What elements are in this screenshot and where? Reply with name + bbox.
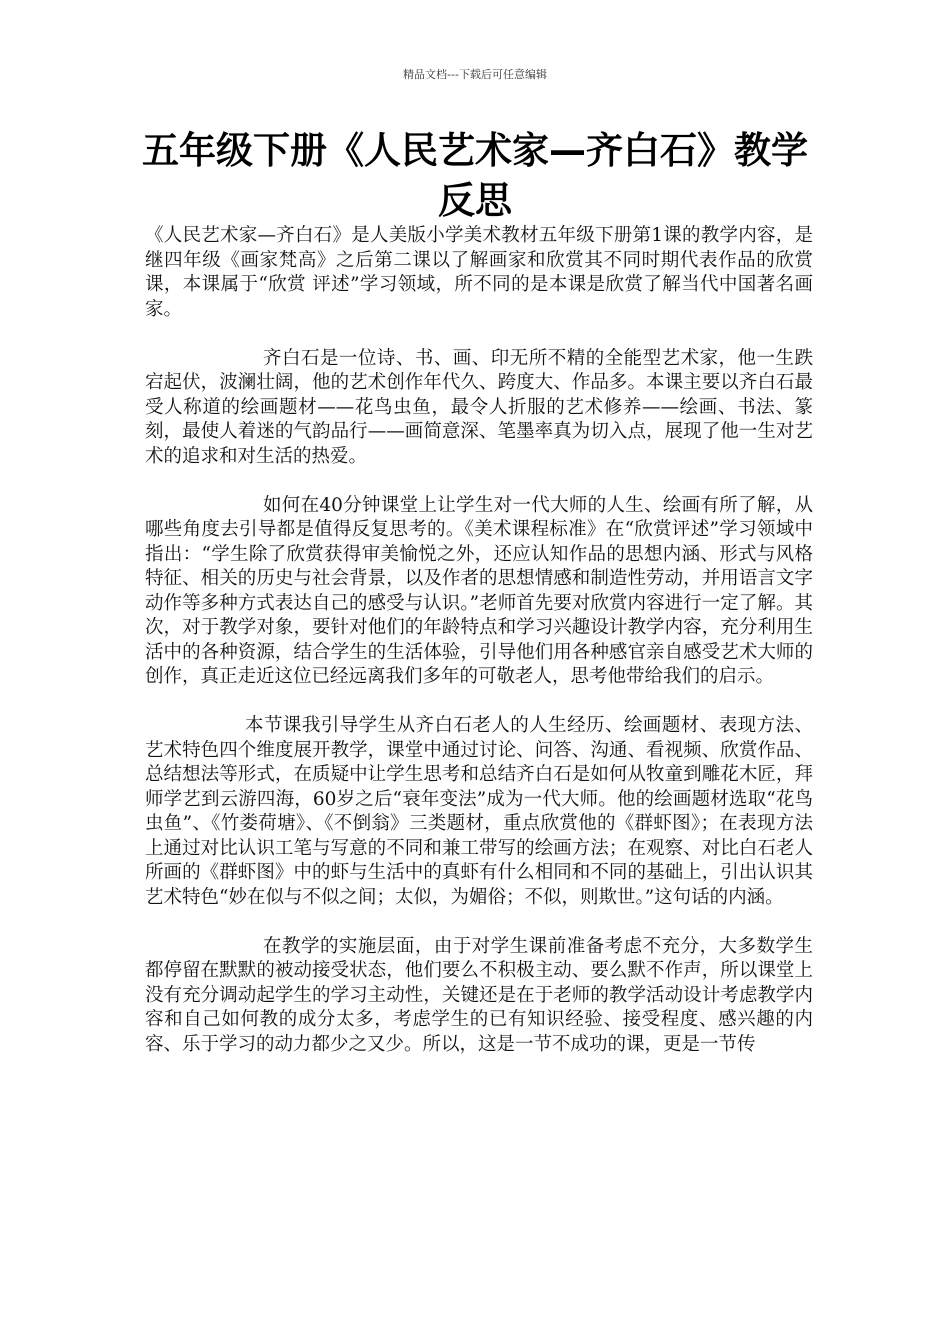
- document-title: 五年级下册《人民艺术家—齐白石》教学反思: [142, 129, 808, 222]
- paragraph-3: 如何在40分钟课堂上让学生对一代大师的人生、绘画有所了解，从哪些角度去引导都是值得反复思考的。《美术课程标准》在“欣赏评述”学习领域中指出：“学生除了欣赏获得审美愉悦之外，还应认知作品的思想内涵、形式与风格特征、相关的历史与社会背景，以及作者的思想情感和制造性劳动，并用语言文字动作等多种方式表达自己的感受与认识。”老师首先要对欣赏内容进行一定了解。其次，对于教学对象，要针对他们的年龄特点和学习兴趣设计教学内容，充分利用生活中的各种资源，结合学生的生活体验，引导他们用各种感官亲自感受艺术大师的创作，真正走近这位已经远离我们多年的可敬老人，思考他带给我们的启示。: [145, 494, 813, 687]
- header-note: 精品文档---下载后可任意编辑: [403, 68, 547, 81]
- paragraph-1: 《人民艺术家—齐白石》是人美版小学美术教材五年级下册第1课的教学内容，是继四年级《画家梵高》之后第二课以了解画家和欣赏其不同时期代表作品的欣赏课，本课属于“欣赏 评述”学习领域，所不同的是本课是欣赏了解当代中国著名画家。: [145, 225, 813, 320]
- paragraph-4: 本节课我引导学生从齐白石老人的人生经历、绘画题材、表现方法、艺术特色四个维度展开教学，课堂中通过讨论、问答、沟通、看视频、欣赏作品、总结想法等形式，在质疑中让学生思考和总结齐白石是如何从牧童到雕花木匠，拜师学艺到云游四海，60岁之后“衰年变法”成为一代大师。他的绘画题材选取“花鸟虫鱼”、《竹娄荷塘》、《不倒翁》三类题材，重点欣赏他的《群虾图》；在表现方法上通过对比认识工笔与写意的不同和兼工带写的绘画方法；在观察、对比白石老人所画的《群虾图》中的虾与生活中的真虾有什么相同和不同的基础上，引出认识其艺术特色“妙在似与不似之间；太似，为媚俗；不似，则欺世。”这句话的内涵。: [145, 715, 813, 908]
- paragraph-2: 齐白石是一位诗、书、画、印无所不精的全能型艺术家，他一生跌宕起伏，波澜壮阔，他的艺术创作年代久、跨度大、作品多。本课主要以齐白石最受人称道的绘画题材——花鸟虫鱼，最令人折服的艺术修养——绘画、书法、篆刻，最使人着迷的气韵品行——画简意深、笔墨率真为切入点，展现了他一生对艺术的追求和对生活的热爱。: [145, 347, 813, 467]
- paragraph-5: 在教学的实施层面，由于对学生课前准备考虑不充分，大多数学生都停留在默默的被动接受状态，他们要么不积极主动、要么默不作声，所以课堂上没有充分调动起学生的学习主动性，关键还是在于老师的教学活动设计考虑教学内容和自己如何教的成分太多，考虑学生的已有知识经验、接受程度、感兴趣的内容、乐于学习的动力都少之又少。所以，这是一节不成功的课，更是一节传: [145, 935, 813, 1055]
- document-body: [145, 224, 813, 1082]
